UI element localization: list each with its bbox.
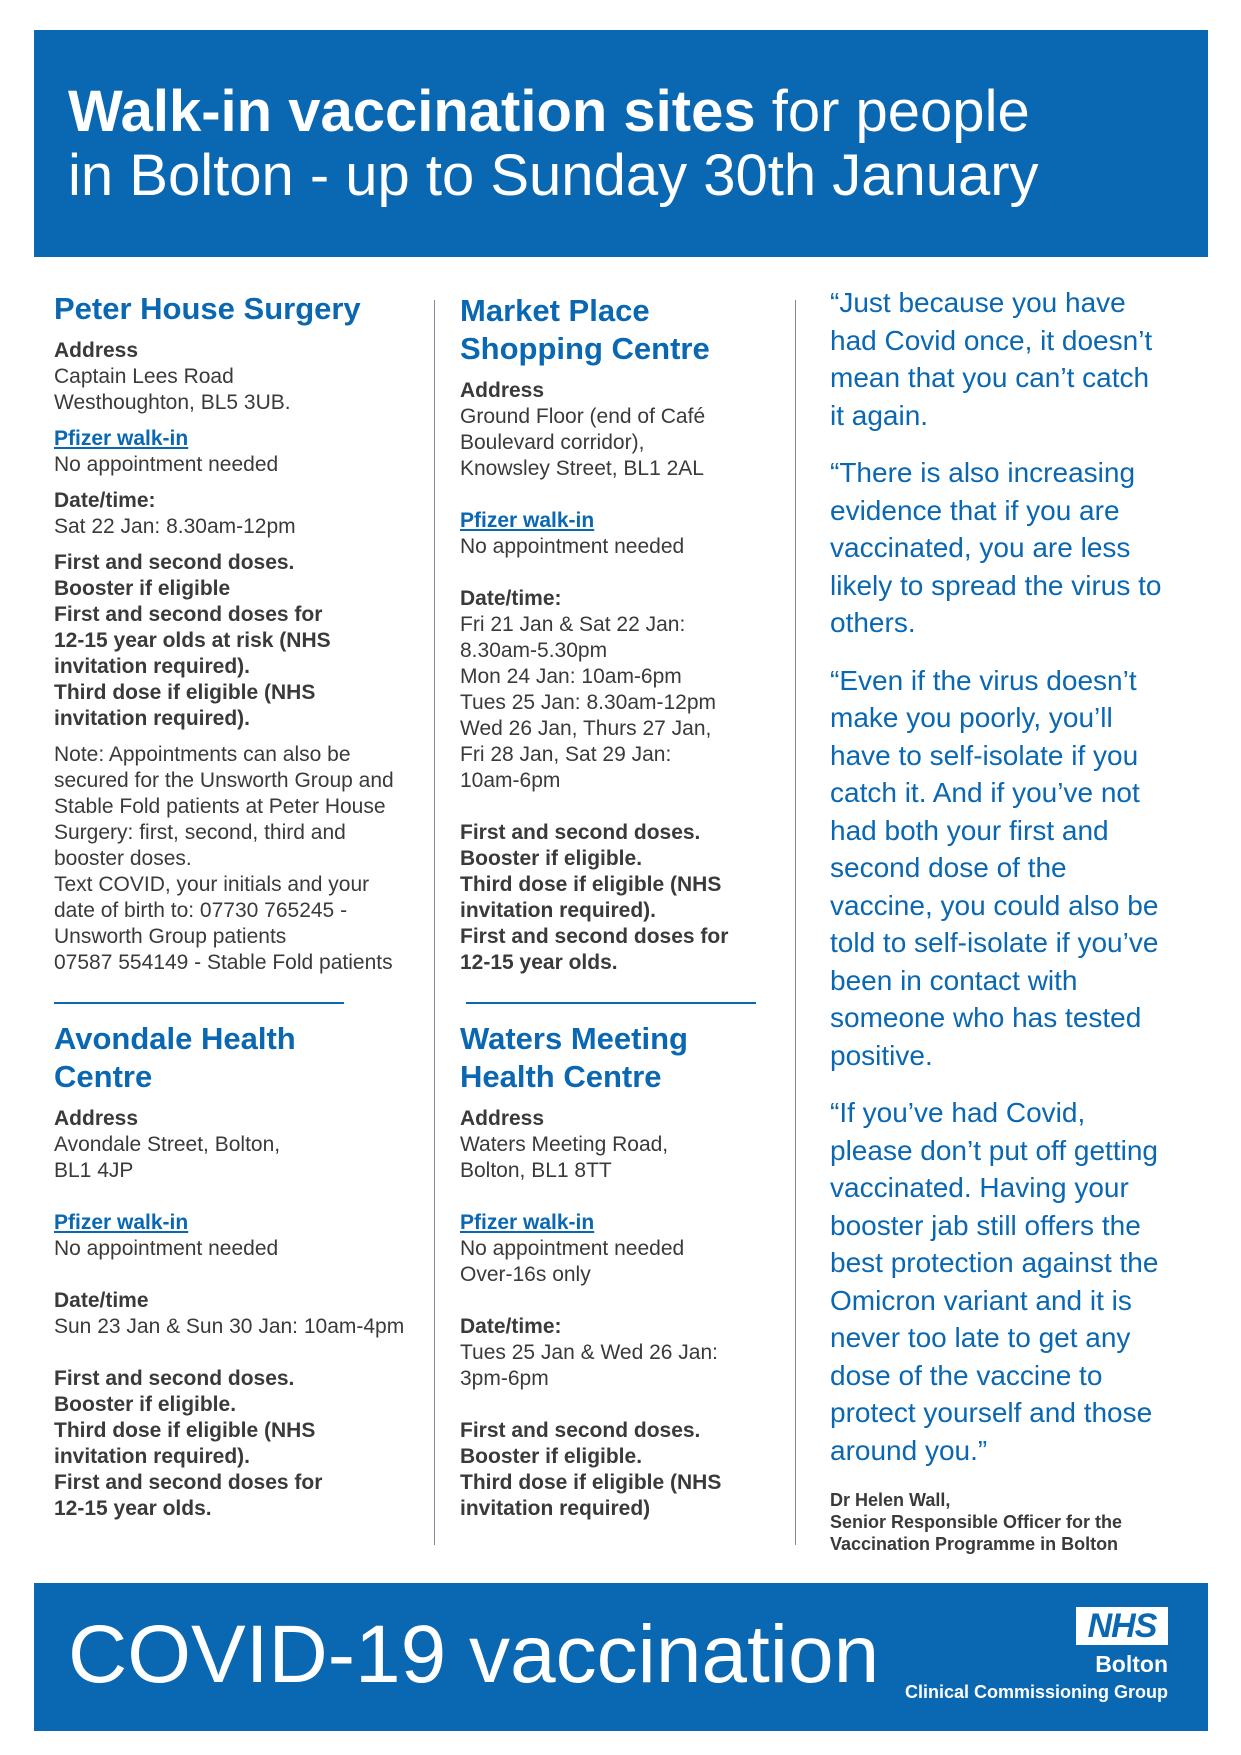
page-title-rest: for people bbox=[755, 79, 1030, 144]
datetime-label: Date/time: bbox=[460, 587, 562, 610]
datetime-line: Fri 28 Jan, Sat 29 Jan: bbox=[460, 743, 672, 766]
site-title: Waters Meeting Health Centre bbox=[460, 1021, 688, 1094]
walkin-note: No appointment needed bbox=[460, 1237, 685, 1260]
dose-line: Third dose if eligible (NHS bbox=[54, 1419, 316, 1442]
datetime-line: Mon 24 Jan: 10am-6pm bbox=[460, 665, 682, 688]
datetime-line: Sat 22 Jan: 8.30am-12pm bbox=[54, 515, 296, 538]
dose-line: Third dose if eligible (NHS bbox=[54, 681, 316, 704]
note-line: Text COVID, your initials and your bbox=[54, 873, 370, 896]
dose-line: First and second doses. bbox=[54, 551, 295, 574]
page-title-line-2: in Bolton - up to Sunday 30th January bbox=[68, 143, 1039, 208]
datetime-line: 8.30am-5.30pm bbox=[460, 639, 608, 662]
datetime-line: 3pm-6pm bbox=[460, 1367, 549, 1390]
walkin-note: No appointment needed bbox=[460, 535, 685, 558]
pfizer-walkin-link[interactable]: Pfizer walk-in bbox=[54, 1211, 189, 1234]
datetime-line: Tues 25 Jan & Wed 26 Jan: bbox=[460, 1341, 718, 1364]
note-line: booster doses. bbox=[54, 847, 192, 870]
quote-paragraph: “There is also increasing evidence that if you are vaccinated, you are less likely to spread the virus to others. bbox=[830, 457, 1162, 638]
datetime-line: 10am-6pm bbox=[460, 769, 561, 792]
site-title: Market Place Shopping Centre bbox=[460, 293, 710, 366]
footer-headline: COVID-19 vaccination bbox=[68, 1609, 880, 1700]
walkin-note: Over-16s only bbox=[460, 1263, 591, 1286]
signature: Dr Helen Wall, Senior Responsible Officer for the Vaccination Programme in Bolton bbox=[830, 1490, 1123, 1554]
address-line: Waters Meeting Road, bbox=[460, 1133, 669, 1156]
note-line: Surgery: first, second, third and bbox=[54, 821, 346, 844]
dose-line: invitation required) bbox=[460, 1497, 651, 1520]
note-line: Stable Fold patients at Peter House bbox=[54, 795, 386, 818]
site-waters-meeting bbox=[460, 1020, 780, 1522]
dose-line: invitation required). bbox=[54, 1445, 251, 1468]
dose-line: 12-15 year olds at risk (NHS bbox=[54, 629, 331, 652]
quote-paragraph: “Just because you have had Covid once, it doesn’t mean that you can’t catch it again. bbox=[830, 287, 1153, 431]
dose-line: Booster if eligible. bbox=[460, 847, 643, 870]
page-title-bold: Walk-in vaccination sites bbox=[68, 79, 756, 144]
address-line: Ground Floor (end of Café bbox=[460, 405, 706, 428]
dose-line: First and second doses for bbox=[54, 603, 323, 626]
dose-line: 12-15 year olds. bbox=[460, 951, 618, 974]
walkin-note: No appointment needed bbox=[54, 1237, 279, 1260]
dose-line: First and second doses. bbox=[460, 1419, 701, 1442]
pfizer-walkin-link[interactable]: Pfizer walk-in bbox=[54, 427, 189, 450]
site-title: Peter House Surgery bbox=[54, 291, 361, 326]
column-left bbox=[54, 290, 434, 1522]
dose-line: Booster if eligible bbox=[54, 577, 231, 600]
datetime-label: Date/time: bbox=[54, 489, 156, 512]
pfizer-walkin-link[interactable]: Pfizer walk-in bbox=[460, 509, 595, 532]
pfizer-walkin-link[interactable]: Pfizer walk-in bbox=[460, 1211, 595, 1234]
dose-line: invitation required). bbox=[54, 655, 251, 678]
note-line: secured for the Unsworth Group and bbox=[54, 769, 394, 792]
site-avondale bbox=[54, 1020, 434, 1522]
dose-line: First and second doses. bbox=[54, 1367, 295, 1390]
datetime-line: Tues 25 Jan: 8.30am-12pm bbox=[460, 691, 717, 714]
note-line: date of birth to: 07730 765245 - bbox=[54, 899, 348, 922]
datetime-line: Fri 21 Jan & Sat 22 Jan: bbox=[460, 613, 686, 636]
dose-line: invitation required). bbox=[460, 899, 657, 922]
address-label: Address bbox=[54, 1107, 139, 1130]
note-line: Unsworth Group patients bbox=[54, 925, 287, 948]
address-line: Captain Lees Road bbox=[54, 365, 234, 388]
column-divider-2 bbox=[795, 300, 796, 1545]
address-line: Knowsley Street, BL1 2AL bbox=[460, 457, 704, 480]
dose-line: invitation required). bbox=[54, 707, 251, 730]
column-middle bbox=[460, 292, 780, 1522]
footer-banner bbox=[34, 1583, 1208, 1731]
site-peter-house bbox=[54, 290, 434, 976]
address-line: BL1 4JP bbox=[54, 1159, 134, 1182]
column-right bbox=[830, 284, 1210, 1555]
org-subtitle: Clinical Commissioning Group bbox=[904, 1682, 1168, 1702]
note-line: Note: Appointments can also be bbox=[54, 743, 351, 766]
address-label: Address bbox=[54, 339, 139, 362]
quote-paragraph: “Even if the virus doesn’t make you poorly, you’ll have to self-isolate if you catch it. And if you’ve not had both your first and second dose of the vaccine, you could also be told to self-isolate if you’ve been in contact with someone who has tested positive. bbox=[830, 664, 1159, 1071]
address-label: Address bbox=[460, 379, 545, 402]
dose-line: Third dose if eligible (NHS bbox=[460, 873, 722, 896]
org-name: Bolton bbox=[1095, 1651, 1168, 1677]
datetime-label: Date/time bbox=[54, 1289, 149, 1312]
datetime-line: Sun 23 Jan & Sun 30 Jan: 10am-4pm bbox=[54, 1315, 405, 1338]
address-line: Bolton, BL1 8TT bbox=[460, 1159, 612, 1182]
page-title-line-1 bbox=[68, 80, 1208, 144]
dose-line: First and second doses for bbox=[54, 1471, 323, 1494]
address-label: Address bbox=[460, 1107, 545, 1130]
site-title: Avondale Health Centre bbox=[54, 1021, 296, 1094]
dose-line: Booster if eligible. bbox=[54, 1393, 237, 1416]
address-line: Avondale Street, Bolton, bbox=[54, 1133, 281, 1156]
address-line: Westhoughton, BL5 3UB. bbox=[54, 391, 291, 414]
nhs-logo-icon: NHS bbox=[1076, 1607, 1168, 1645]
dose-line: Booster if eligible. bbox=[460, 1445, 643, 1468]
dose-line: Third dose if eligible (NHS bbox=[460, 1471, 722, 1494]
site-market-place bbox=[460, 292, 780, 976]
dose-line: 12-15 year olds. bbox=[54, 1497, 212, 1520]
dose-line: First and second doses for bbox=[460, 925, 729, 948]
header-banner bbox=[34, 30, 1208, 257]
address-line: Boulevard corridor), bbox=[460, 431, 645, 454]
column-divider-1 bbox=[434, 300, 435, 1545]
datetime-line: Wed 26 Jan, Thurs 27 Jan, bbox=[460, 717, 712, 740]
datetime-label: Date/time: bbox=[460, 1315, 562, 1338]
walkin-note: No appointment needed bbox=[54, 453, 279, 476]
note-line: 07587 554149 - Stable Fold patients bbox=[54, 951, 393, 974]
dose-line: First and second doses. bbox=[460, 821, 701, 844]
quote-paragraph: “If you’ve had Covid, please don’t put off getting vaccinated. Having your booster jab still offers the best protection against the Omicron variant and it is never too late to get any dose of the vaccine to protect yourself and those around you.” bbox=[830, 1097, 1159, 1466]
